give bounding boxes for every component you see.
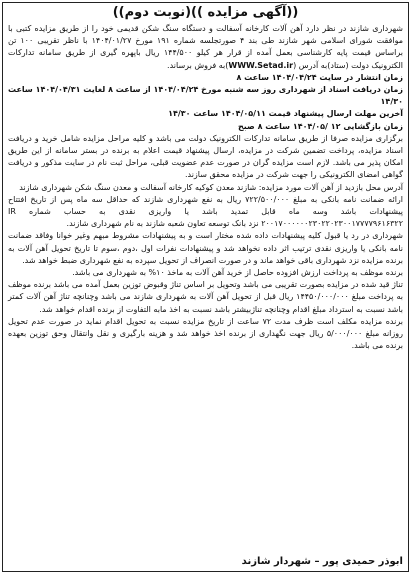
intro-paragraph bbox=[8, 23, 403, 72]
signature: ابوذر حمیدی پور – شهردار شازند bbox=[241, 556, 403, 567]
paragraph-electronic: برگزاری مزایده صرفا از طریق سامانه تدارکات الکترونیک دولت می باشد و کلیه مراحل مزایده شامل خرید و دریافت اسناد مزایده، پرداخت تضمین شرکت در مزایده، ارسال پیشنهاد قیمت اعلام به برنده در بستر سامانه از این طریق امکان پذیر می باشد. لازم است مزایده گران در صورت عدم عضویت قبلی، مراحل ثبت نام در سایت مذکور و دریافت گواهی امضای الکترونیکی را جهت شرکت در مزایده محقق سازند. bbox=[8, 133, 403, 180]
paragraph-visit-address: آدرس محل بازدید از آهن آلات مورد مزایده: شازند معدن کوکیه کارخانه آسفالت و معدن سنگ شکن شهرداری شازند bbox=[19, 182, 403, 192]
receive-docs-date: زمان دریافت اسناد از شهرداری روز سه شنبه مورخ ۱۴۰۴/۰۴/۲۴ از ساعت ۸ لغایت ۱۴۰۴/۰۴/۳۱ ساعت ۱۴/۳۰ bbox=[7, 85, 403, 107]
notice-title: ((آگهی مزایده ))(نوبت دوم)) bbox=[112, 5, 299, 20]
notice-body bbox=[3, 23, 408, 352]
website-link[interactable]: WWW.Setad.ir bbox=[228, 60, 294, 70]
paragraph-vat: برنده موظف به پرداخت ارزش افزوده حاصل از خرید آهن آلات به ماخذ ۱۰% به شهرداری می باشد. bbox=[72, 268, 403, 278]
opening-date: زمان بازگشایی ۱۲ /۱۴۰۴/۰۵ ساعت ۸ صبح bbox=[238, 121, 403, 131]
publish-date: زمان انتشار در سایت ۱۴۰۴/۰۴/۲۴ ساعت ۸ bbox=[236, 72, 403, 82]
intro-end-text: )به فروش برساند. bbox=[167, 60, 229, 70]
paragraph-rights: شهرداری در رد یا قبول کلیه پیشنهادات داده شده مختار است و به پیشنهادات مشروط مبهم وغیر خوانا وفاقد ضمانت نامه بانکی یا واریزی نقدی ترتیب اثر داده نخواهد شد و پیشنهادات نفرات اول ،دوم ،سوم تا تاریخ تحویل آهن آلات به برنده مزایده نزد شهرداری باقی خواهد ماند و در صورت انصراف از تحویل سپرده به نفع شهرداری ضبط خواهد شد. bbox=[8, 231, 403, 265]
notice-frame bbox=[2, 2, 409, 572]
deadline-date: آخرین مهلت ارسال پیشنهاد قیمت ۱۴۰۴/۰۵/۱۱ ساعت ۱۴/۳۰ bbox=[168, 109, 403, 119]
paragraph-guarantee: ارائه ضمانت نامه بانکی به مبلغ ۷۲۲/۵۰۰/۰۰۰ ریال به نفع شهرداری شازند که حداقل سه ماه پس از تاریخ افتتاح پیشنهادات باشد وسه ماه قابل تمدید باشد یا واریزی نقدی به حساب شماره IR ۲۰۰۱۷۰۰۰۰۰۰۲۳۰۲۲۰۲۳۰۰۱۷۷۷۷۹۶۱۶۳۲۲ نزد بانک توسعه تعاون شعبه شازند به نام شهرداری شازند. bbox=[8, 194, 403, 229]
paragraph-delivery: برنده مزایده مکلف است ظرف مدت ۷۲ ساعت از تاریخ مزایده نسبت به تحویل اقدام نماید در صورت عدم تحویل روزانه مبلغ ۵/۰۰۰/۰۰۰ ریال جهت نگهداری از برنده اخذ خواهد شد و هزینه بارگیری و نقل وانتقال وحق توزین بعهده برنده می باشد. bbox=[8, 316, 403, 351]
intro-text: شهرداری شازند در نظر دارد آهن آلات کارخانه آسفالت و دستگاه سنگ شکن قدیمی خود را از طریق مزایده کتبی با موافقت شورای اسلامی شهر شازند طی بند ۴ صورتجلسه شماره ۱۹۱ مورخ ۱۴۰۴/۰۱/۲۷ با ناظر تقریبی ۱۰۰ تن براساس قیمت پایه کارشناسی بعمل آمده از قرار هر کیلو ۱۴۴/۵۰۰ ریال باپهره گیری از طریق سامانه تدارکات الکترونیک دولت (ستاد)به آدرس ( bbox=[8, 24, 404, 70]
paragraph-tonnage: تناژ قید شده در مزایده بصورت تقریبی می باشد وتحویل بر اساس تناژ وقبوض توزین بعمل آمده می باشد برنده موظف به پرداخت مبلغ ۱۴۴۵۰/۰۰۰/۰۰۰ ریال قبل از تحویل آهن آلات به شهرداری شازند می باشد وچنانچه تناژ آهن آلات کمتر باشد نسبت به استرداد مبلغ اقدام وچنانچه تناژبیشتر باشد نسبت به اخذ مابه التفاوت از برنده اقدام خواهد شد. bbox=[8, 280, 403, 314]
